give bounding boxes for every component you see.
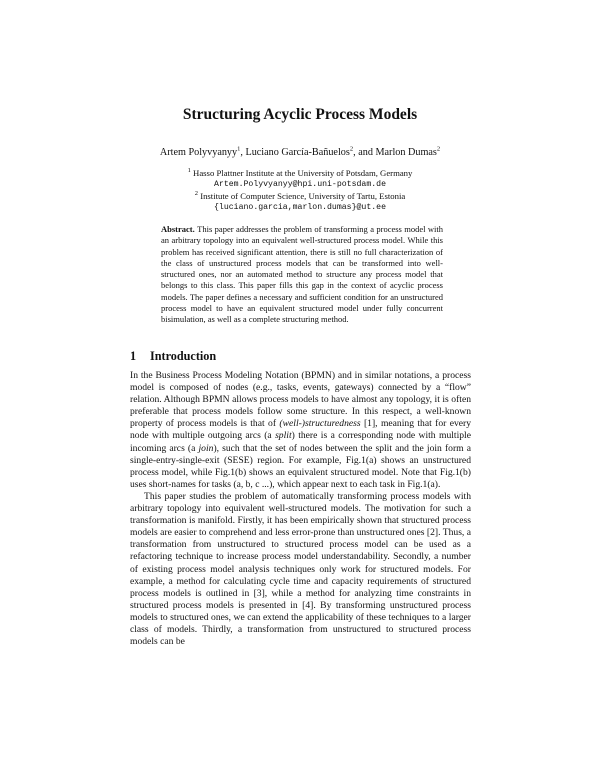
affiliation-name [0, 191, 600, 202]
affiliation-text: Hasso Plattner Institute at the University of Potsdam, Germany [193, 168, 413, 178]
author-name: Marlon Dumas [375, 147, 437, 158]
affiliation-email: {luciano.garcia,marlon.dumas}@ut.ee [214, 203, 386, 212]
author-separator: , and [353, 147, 376, 158]
paragraph-1 [130, 370, 471, 491]
affiliation-2 [0, 191, 600, 213]
section-title: Introduction [150, 349, 217, 363]
affiliation-text: Institute of Computer Science, University of Tartu, Estonia [200, 191, 406, 201]
paper-title: Structuring Acyclic Process Models [182, 106, 418, 123]
author-separator: , [240, 147, 246, 158]
text-run: ) there is a corresponding node with multiple incoming arcs (a [130, 430, 471, 454]
emphasis: join [198, 442, 214, 454]
emphasis: (well-)structuredness [279, 418, 361, 430]
affiliation-name [0, 168, 600, 179]
section-heading [130, 349, 216, 364]
abstract-text: This paper addresses the problem of transforming a process model with an arbitrary topology into an equivalent well-structured process model. While this problem has received significant attention, there is still no full characterization of the class of unstructured process models that can be transformed into well-structured ones, nor an automated method to structure any process model that belongs to this class. This paper fills this gap in the context of acyclic process models. The paper defines a necessary and sufficient condition for an unstructured process model to have an equivalent structured model under fully concurrent bisimulation, as well as a complete structuring method. [161, 224, 444, 325]
emphasis: split [275, 430, 292, 442]
author-name: Luciano García-Bañuelos [245, 147, 350, 158]
affiliation-email: Artem.Polyvyanyy@hpi.uni-potsdam.de [214, 180, 386, 189]
affiliation-number: 1 [187, 167, 191, 175]
author-affiliation-mark: 2 [436, 145, 441, 153]
text-run: ), such that the set of nodes between the split and the join form a single-entry-single-exit (SESE) region. For example, Fig.1(a) shows an unstructured process model, while Fig.1(b) shows an equivalent structured model. Note that Fig.1(b) uses short-names for tasks (a, b, c ...), which appear next to each task in Fig.1(a). [130, 442, 471, 490]
abstract-label: Abstract. [161, 224, 195, 234]
author-name: Artem Polyvyanyy [159, 147, 238, 158]
section-number: 1 [130, 349, 137, 363]
body-text [130, 370, 471, 648]
text-run: [1], meaning that for every node with multiple outgoing arcs (a [130, 418, 472, 442]
affiliation-1 [0, 168, 600, 190]
abstract [161, 224, 443, 326]
author-list [0, 147, 600, 158]
text-run: In the Business Process Modeling Notation (BPMN) and in similar notations, a process model is composed of nodes (e.g., tasks, events, gateways) connected by a “flow” relation. Although BPMN allows process models to have almost any topology, it is often preferable that process models follow some structure. In this respect, a well-known property of process models is that of [130, 370, 471, 430]
author-affiliation-mark: 1 [237, 145, 241, 153]
author-affiliation-mark: 2 [349, 145, 354, 153]
affiliation-number: 2 [194, 190, 199, 198]
paragraph-2: This paper studies the problem of automatically transforming process models with arbitrary topology into equivalent well-structured models. The motivation for such a transformation is manifold. Firstly, it has been empirically shown that structured process models are easier to comprehend and less error-prone than unstructured ones [2]. Thus, a transformation from unstructured to structured process model can be used as a refactoring technique to increase process model understandability. Secondly, a number of existing process model analysis techniques only work for structured models. For example, a method for calculating cycle time and capacity requirements of structured process models is outlined in [3], while a method for analyzing time constraints in structured process models is presented in [4]. By transforming unstructured process models to structured ones, we can extend the applicability of these techniques to a larger class of models. Thirdly, a transformation from unstructured to structured process models can be [130, 490, 471, 648]
